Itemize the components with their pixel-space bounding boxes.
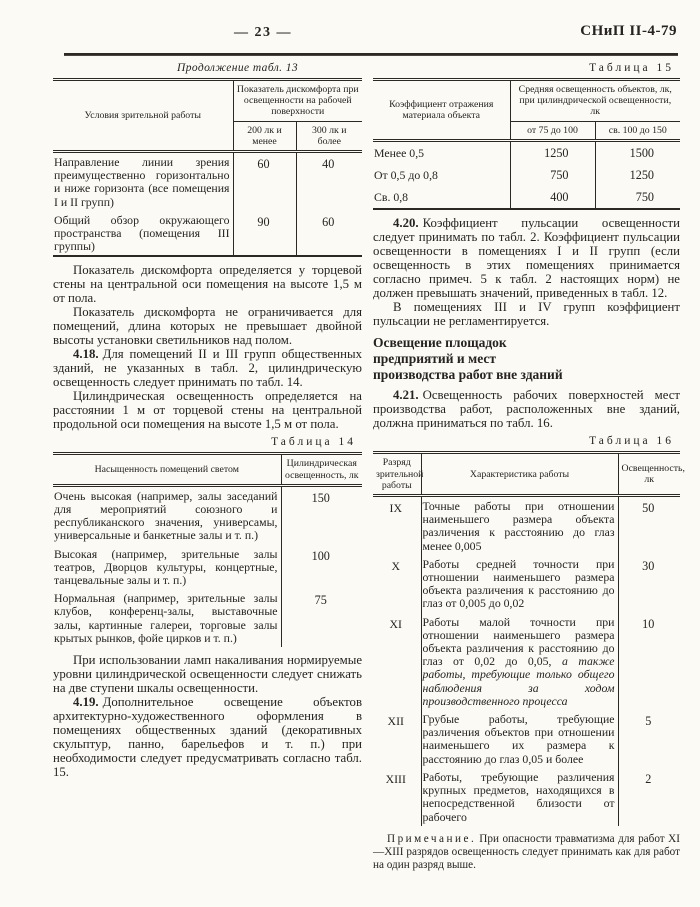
paragraph-text: Для помещений II и III групп общественных зданий, не указанных в табл. 2, цилиндрическую освещенность следует принимать по табл. 14. <box>53 347 362 390</box>
clause-4-20 <box>373 216 680 300</box>
table-row <box>373 768 680 826</box>
row-text: Работы средней точности при отношении наименьшего размера объекта различения к расстоянию до глаз от 0,005 до 0,02 <box>422 556 615 611</box>
table-15 <box>373 78 680 210</box>
paragraph-text: В помещениях III и IV групп коэффициент пульсации не регламентируется. <box>373 300 680 329</box>
page-number: — 23 — <box>234 25 292 40</box>
paragraph-pulsation-groups <box>373 300 680 328</box>
table-16-caption: Таблица 16 <box>589 435 674 448</box>
table-row <box>373 186 680 209</box>
table-row <box>53 589 362 647</box>
table-13-caption: Продолжение табл. 13 <box>177 62 298 74</box>
document-code: СНиП II-4-79 <box>580 23 677 39</box>
clause-4-21 <box>373 388 680 430</box>
table-14-row-label: Очень высокая (например, залы заседаний для мероприятий союзного и республиканского значения, универсамы, универсальные и банкетные залы и т. п.) <box>54 488 278 543</box>
table-row <box>373 164 680 186</box>
table-15-row-value: 750 <box>510 164 595 186</box>
table-16-col-character: Характеристика работы <box>421 453 618 496</box>
paragraph-discomfort-measure <box>53 263 362 305</box>
table-13-sub-200lx: 200 лк и менее <box>233 121 296 151</box>
row-text-italic: а также работы, требующие только общего наблюдения за ходом производственного процесса <box>422 654 615 708</box>
table-15-row-value: 400 <box>510 186 595 209</box>
section-heading-outdoor-lighting: Освещение площадок предприятий и мест производства работ вне зданий <box>373 335 563 383</box>
table-row <box>53 545 362 590</box>
table-14-row-label: Высокая (например, зрительные залы театров, Дворцов культуры, концертные, танцевальные залы и т. п.) <box>54 546 278 588</box>
table-15-caption: Таблица 15 <box>589 62 674 74</box>
row-text: Грубые работы, требующие различения объектов при отношении наименьшего их размера к расстоянию до глаз 0,05 и более <box>422 712 615 766</box>
clause-4-19 <box>53 695 362 779</box>
table-13-col-discomfort: Показатель дискомфорта при освещенности на рабочей поверхности <box>233 80 362 122</box>
table-16-row-grade: XIII <box>385 771 406 786</box>
table-15-row-label: От 0,5 до 0,8 <box>374 168 438 183</box>
clause-number: 4.18. <box>73 347 99 362</box>
table-14-row-value: 150 <box>281 485 362 544</box>
table-row <box>53 152 362 211</box>
clause-number: 4.19. <box>73 695 99 710</box>
table-14-col-saturation: Насыщенность помещений светом <box>94 464 239 476</box>
table-16-col-lux: Освещенность, лк <box>618 453 680 496</box>
table-row <box>373 710 680 768</box>
header-rule <box>64 53 678 56</box>
table-16-row-grade: XII <box>387 714 404 729</box>
table-14 <box>53 452 362 647</box>
table-16-row-grade: XI <box>389 616 402 631</box>
table-16-note <box>373 833 680 872</box>
table-14-col-cylindrical: Цилиндрическая освещенность, лк <box>281 454 362 485</box>
table-16-row-grade: X <box>391 558 401 573</box>
table-13-row-value: 40 <box>296 152 362 211</box>
table-16 <box>373 451 685 825</box>
left-column <box>53 62 362 779</box>
table-16-row-value: 5 <box>618 710 680 768</box>
table-16-row-value: 50 <box>618 496 680 555</box>
clause-number: 4.20. <box>393 216 419 231</box>
paragraph-incandescent <box>53 653 362 695</box>
clause-4-18 <box>53 347 362 389</box>
table-13-row-value: 90 <box>233 211 296 257</box>
table-13-sub-300lx: 300 лк и более <box>296 121 362 151</box>
row-text: Точные работы при отношении наименьшего размера объекта различения к расстоянию до глаз менее 0,005 <box>422 499 615 553</box>
table-14-caption: Таблица 14 <box>271 436 356 449</box>
paragraph-text: Коэффициент пульсации освещенности следует принимать по табл. 2. Коэффициент пульсации освещенности в помещениях I и II групп (если освещенность в этих помещениях принимается согласно примеч. 5 к табл. 2 настоящих норм) не должен превышать значений, приведенных в табл. 12. <box>373 216 680 301</box>
table-14-row-value: 75 <box>281 589 362 647</box>
table-15-col-avg-illuminance: Средняя освещенность объектов, лк, при цилиндрической освещенности, лк <box>510 80 680 122</box>
table-row <box>373 613 680 710</box>
table-15-col-reflectance: Коэффициент отражения материала объекта <box>389 98 494 121</box>
table-16-row-value: 30 <box>618 555 680 613</box>
table-16-col-grade: Разряд зрительной работы <box>376 457 424 491</box>
paragraph-text: Освещенность рабочих поверхностей мест производства работ, расположенных вне зданий, должна приниматься по табл. 16. <box>373 388 680 431</box>
table-16-row-grade: IX <box>389 501 402 516</box>
table-13-continuation <box>53 78 362 257</box>
table-row <box>53 485 362 544</box>
left-paragraphs-b <box>53 653 362 779</box>
table-16-row-text <box>421 555 618 613</box>
table-15-row-value: 750 <box>595 186 680 209</box>
table-row <box>53 211 362 257</box>
paragraph-text: Дополнительное освещение объектов архитектурно-художественного оформления в помещениях общественных зданий (декоративных скульптур, панно, барельефов и т. п.) при необходимости следует предусматривать согласно табл. 15. <box>53 695 362 780</box>
paragraph-cylindrical <box>53 389 362 431</box>
paragraph-discomfort-limit <box>53 305 362 347</box>
table-15-sub-100-150: св. 100 до 150 <box>595 121 680 140</box>
row-text: Работы, требующие различения крупных предметов, находящихся в непосредственной близости от рабочего <box>422 769 615 824</box>
table-16-row-text <box>421 710 618 768</box>
table-13-col-conditions: Условия зрительной работы <box>84 109 201 121</box>
right-paragraphs-a <box>373 216 680 328</box>
table-14-row-value: 100 <box>281 545 362 590</box>
table-16-row-value: 2 <box>618 768 680 826</box>
table-row <box>373 496 680 555</box>
table-14-row-label: Нормальная (например, зрительные залы клубов, конференц-залы, выставочные залы, картинные галереи, торговые залы крытых рынков, фойе цирков и т. п.) <box>54 591 278 645</box>
table-row <box>373 555 680 613</box>
paragraph-text: Цилиндрическая освещенность определяется на расстоянии 1 м от торцевой стены на центральной продольной оси помещения на высоте 1,5 м от пола. <box>53 389 362 432</box>
right-paragraphs-b <box>373 388 680 430</box>
table-13-row-value: 60 <box>233 152 296 211</box>
table-15-header <box>373 80 680 141</box>
table-13-row-label: Общий обзор окружающего пространства (помещения III группы) <box>54 212 230 254</box>
table-13-header <box>53 80 362 152</box>
paragraph-text: Показатель дискомфорта определяется у торцевой стены на центральной оси помещения на высоте 1,5 м от пола. <box>53 263 362 306</box>
note-label: Примечание. <box>387 832 477 845</box>
table-15-row-value: 1250 <box>595 164 680 186</box>
table-15-row-value: 1250 <box>510 140 595 164</box>
table-16-row-text <box>421 768 618 826</box>
clause-number: 4.21. <box>393 388 419 403</box>
table-16-block <box>373 435 685 825</box>
table-16-row-value: 10 <box>618 613 680 710</box>
paragraph-text: При использовании ламп накаливания нормируемые уровни цилиндрической освещенности следует снижать на две ступени шкалы освещенности. <box>53 653 362 696</box>
note-text: При опасности травматизма для работ XI—XIII разрядов освещенность следует принимать как для работ на один разряд выше. <box>373 832 680 871</box>
table-13-row-value: 60 <box>296 211 362 257</box>
table-15-sub-75-100: от 75 до 100 <box>510 121 595 140</box>
right-column <box>373 62 685 872</box>
table-16-row-text <box>421 496 618 555</box>
left-paragraphs-a <box>53 263 362 431</box>
table-14-header <box>53 454 362 485</box>
table-13-row-label: Направление линии зрения преимущественно горизонтально и ниже горизонта (все помещения I и II групп) <box>54 155 230 209</box>
table-15-row-label: Св. 0,8 <box>374 190 409 205</box>
table-row <box>373 140 680 164</box>
table-15-row-label: Менее 0,5 <box>374 145 425 160</box>
table-15-row-value: 1500 <box>595 140 680 164</box>
table-14-block <box>53 436 362 647</box>
table-16-header <box>373 453 685 496</box>
table-16-row-text <box>421 613 618 710</box>
row-text: Работы малой точности при отношении наименьшего размера объекта различения к расстоянию до глаз от 0,02 до 0,05, <box>422 614 615 669</box>
paragraph-text: Показатель дискомфорта не ограничивается для помещений, длина которых не превышает двойной высоты установки светильников над полом. <box>53 305 362 348</box>
